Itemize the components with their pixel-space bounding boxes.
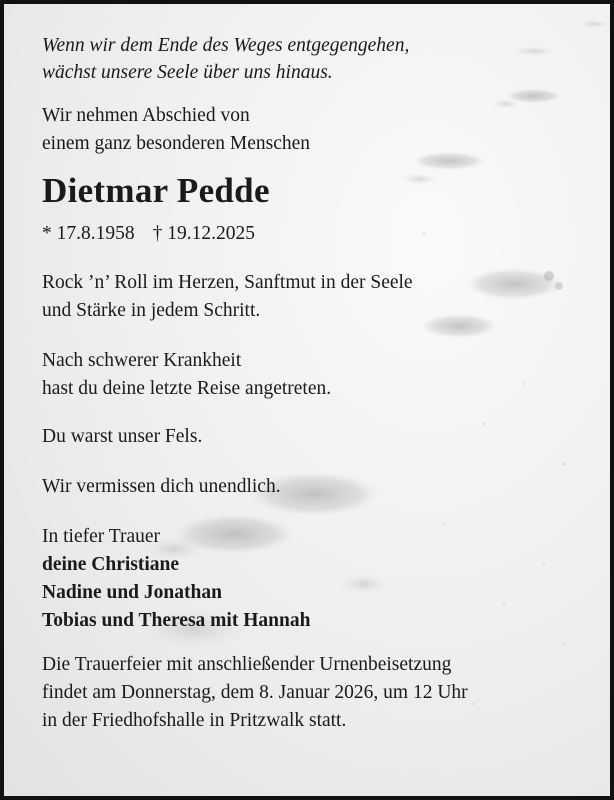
mourners [42, 523, 582, 635]
quote-line: und Stärke in jedem Schritt. [42, 300, 261, 321]
motto-line: Wenn wir dem Ende des Weges entgegengehen, [42, 35, 410, 56]
notice-text [42, 32, 582, 735]
motto [42, 32, 582, 86]
rock-line: Du warst unser Fels. [42, 426, 203, 447]
illness-paragraph [42, 347, 582, 403]
mourner-name: deine Christiane [42, 554, 180, 575]
mourners-heading: In tiefer Trauer [42, 526, 161, 547]
birth-date: * 17.8.1958 [42, 223, 135, 244]
illness-line: hast du deine letzte Reise angetreten. [42, 378, 332, 399]
life-dates [42, 221, 582, 247]
death-date: † 19.12.2025 [152, 223, 255, 244]
ceremony-info [42, 651, 582, 735]
illness-line: Nach schwerer Krankheit [42, 350, 242, 371]
intro-line: einem ganz besonderen Menschen [42, 133, 311, 154]
miss-line: Wir vermissen dich unendlich. [42, 476, 281, 497]
quote-paragraph [42, 269, 582, 325]
ceremony-line: Die Trauerfeier mit anschließender Urnenbeisetzung [42, 654, 452, 675]
quote-line: Rock ’n’ Roll im Herzen, Sanftmut in der Seele [42, 272, 413, 293]
deceased-name: Dietmar Pedde [42, 171, 270, 210]
ceremony-line: findet am Donnerstag, dem 8. Januar 2026, um 12 Uhr [42, 682, 468, 703]
ceremony-line: in der Friedhofshalle in Pritzwalk statt. [42, 710, 347, 731]
intro-line: Wir nehmen Abschied von [42, 105, 250, 126]
motto-line: wächst unsere Seele über uns hinaus. [42, 62, 333, 83]
mourner-name: Nadine und Jonathan [42, 582, 222, 603]
mourner-name: Tobias und Theresa mit Hannah [42, 610, 311, 631]
intro-text [42, 102, 582, 158]
